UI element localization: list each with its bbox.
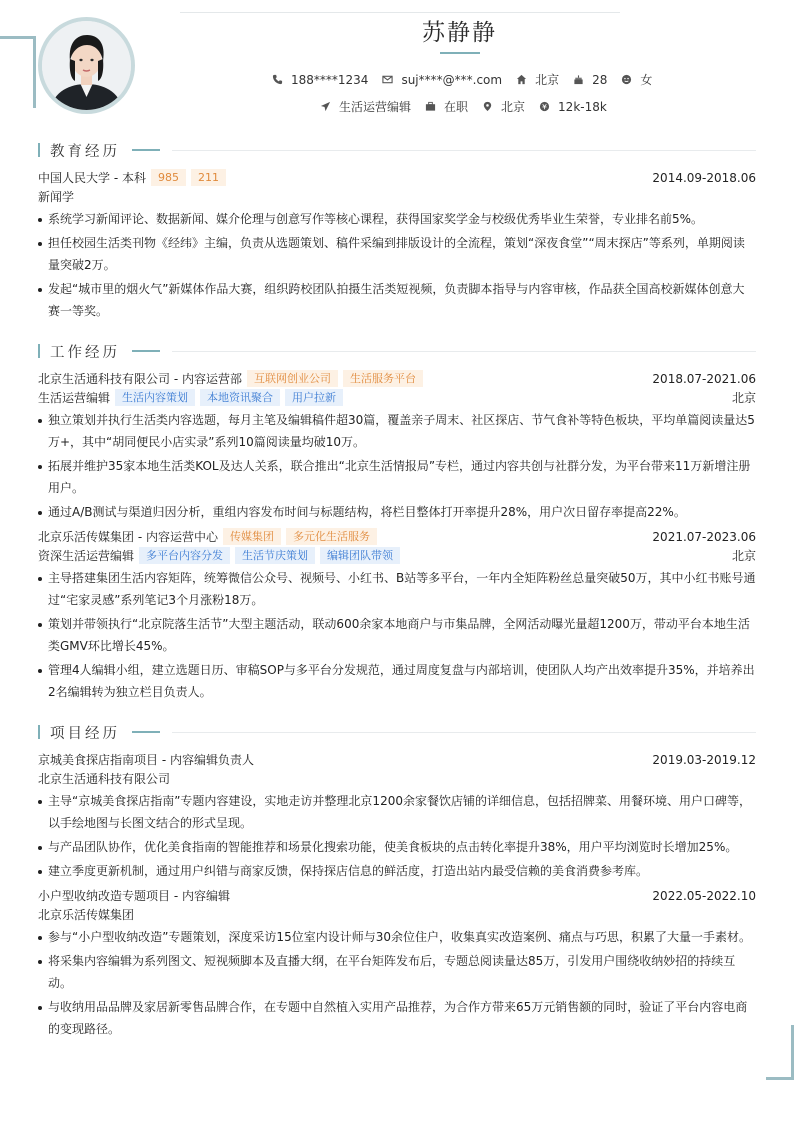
section-projects-header (38, 723, 756, 741)
role-tag: 编辑团队带领 (320, 547, 400, 564)
project-bullets (38, 790, 756, 882)
list-item: 策划并带领执行“北京院落生活节”大型主题活动，联动600余家本地商户与市集品牌，全网活动曝光量超1200万，带动平台本地生活类GMV环比增长45%。 (38, 613, 756, 657)
company-name: 北京乐活传媒集团 - 内容运营中心 (38, 530, 218, 544)
role-tag: 生活节庆策划 (235, 547, 315, 564)
work-bullets (38, 567, 756, 703)
gender-icon (621, 74, 632, 85)
salary-text: 12k-18k (558, 99, 607, 114)
work-bullets (38, 409, 756, 523)
target-city-text: 北京 (501, 100, 526, 114)
section-title: 教育经历 (50, 143, 120, 160)
job-role: 生活运营编辑 (38, 391, 111, 405)
list-item: 发起“城市里的烟火气”新媒体作品大赛，组织跨校团队拍摄生活类短视频，负责脚本指导与内容审核，作品获全国高校新媒体创意大赛一等奖。 (38, 278, 756, 322)
project-date: 2022.05-2022.10 (652, 888, 756, 903)
list-item: 与收纳用品品牌及家居新零售品牌合作，在专题中自然植入实用产品推荐，为合作方带来65万元销售额的同时，验证了平台内容电商的变现路径。 (38, 996, 756, 1040)
section-line (172, 351, 756, 352)
job-intention-row (320, 98, 621, 115)
list-item: 通过A/B测试与渠道归因分析，重组内容发布时间与标题结构，将栏目整体打开率提升28%，用户次日留存率提高22%。 (38, 501, 756, 523)
position-text: 生活运营编辑 (339, 100, 412, 114)
company-tag: 多元化生活服务 (286, 528, 377, 545)
section-title: 工作经历 (50, 344, 120, 361)
list-item: 拓展并维护35家本地生活类KOL及达人关系，联合推出“北京生活情报局”专栏，通过内容共创与社群分发，为平台带来11万新增注册用户。 (38, 455, 756, 499)
education-bullets (38, 208, 756, 322)
company-tag: 传媒集团 (223, 528, 281, 545)
project-entry (38, 750, 756, 884)
education-date: 2014.09-2018.06 (652, 170, 756, 185)
role-tag: 生活内容策划 (115, 389, 195, 406)
home-icon (516, 74, 527, 85)
project-name: 京城美食探店指南项目 - 内容编辑负责人 (38, 753, 254, 767)
section-education-header (38, 141, 756, 159)
list-item: 独立策划并执行生活类内容选题，每月主笔及编辑稿件超30篇，覆盖亲子周末、社区探店、节气食补等特色板块，平均单篇阅读量达5万+，其中“胡同便民小店实录”系列10篇阅读量均破10万。 (38, 409, 756, 453)
list-item: 参与“小户型收纳改造”专题策划，深度采访15位室内设计师与30余位住户，收集真实改造案例、痛点与巧思，积累了大量一手素材。 (38, 926, 756, 948)
list-item: 担任校园生活类刊物《经纬》主编，负责从选题策划、稿件采编到排版设计的全流程，策划“深夜食堂”“周末探店”等系列，单期阅读量突破2万。 (38, 232, 756, 276)
section-title: 项目经历 (50, 725, 120, 742)
age-text: 28 (592, 72, 608, 87)
work-location: 北京 (731, 391, 756, 405)
list-item: 主导“京城美食探店指南”专题内容建设，实地走访并整理北京1200余家餐饮店铺的详细信息，包括招牌菜、用餐环境、用户口碑等，以手绘地图与长图文结合的形式呈现。 (38, 790, 756, 834)
section-line (172, 150, 756, 151)
email-icon (382, 74, 393, 85)
city-text: 北京 (535, 73, 560, 87)
position-item (320, 98, 411, 115)
top-divider (180, 12, 620, 13)
contact-row (272, 71, 666, 88)
company-name: 北京生活通科技有限公司 - 内容运营部 (38, 372, 242, 386)
briefcase-icon (425, 101, 436, 112)
company-tag: 生活服务平台 (343, 370, 423, 387)
role-tag: 用户拉新 (285, 389, 343, 406)
list-item: 系统学习新闻评论、数据新闻、媒介伦理与创意写作等核心课程，获得国家奖学金与校级优秀毕业生荣誉，专业排名前5%。 (38, 208, 756, 230)
company-tag: 互联网创业公司 (247, 370, 338, 387)
work-location: 北京 (731, 549, 756, 563)
phone-text: 188****1234 (291, 72, 369, 87)
role-tag: 多平台内容分发 (139, 547, 230, 564)
role-tag: 本地资讯聚合 (200, 389, 280, 406)
work-date: 2021.07-2023.06 (652, 529, 756, 544)
status-item (425, 98, 468, 115)
project-name: 小户型收纳改造专题项目 - 内容编辑 (38, 889, 230, 903)
section-marker (38, 143, 40, 157)
major: 新闻学 (38, 190, 75, 204)
education-entry (38, 168, 756, 324)
target-city-item (482, 98, 525, 115)
phone-item (272, 73, 368, 87)
project-org: 北京生活通科技有限公司 (38, 772, 171, 786)
section-marker (38, 725, 40, 739)
location-icon (482, 101, 493, 112)
section-marker (38, 344, 40, 358)
list-item: 将采集内容编辑为系列图文、短视频脚本及直播大纲，在平台矩阵发布后，专题总阅读量达85万，引发用户围绕收纳妙招的持续互动。 (38, 950, 756, 994)
gender-text: 女 (640, 73, 653, 87)
age-item (573, 73, 607, 87)
name-underline (440, 52, 480, 54)
school-tag: 985 (151, 169, 186, 186)
section-dash (132, 149, 160, 151)
salary-item (539, 100, 607, 114)
project-org: 北京乐活传媒集团 (38, 908, 135, 922)
salary-icon (539, 101, 550, 112)
send-icon (320, 101, 331, 112)
cake-icon (573, 74, 584, 85)
work-date: 2018.07-2021.06 (652, 371, 756, 386)
list-item: 与产品团队协作，优化美食指南的智能推荐和场景化搜索功能，使美食板块的点击转化率提升38%，用户平均浏览时长增加25%。 (38, 836, 756, 858)
corner-decoration-bottom-right (766, 1025, 794, 1080)
section-work-header (38, 342, 756, 360)
project-date: 2019.03-2019.12 (652, 752, 756, 767)
school-name: 中国人民大学 - 本科 (38, 171, 146, 185)
work-entry (38, 527, 756, 705)
status-text: 在职 (444, 100, 469, 114)
gender-item (621, 71, 652, 88)
work-entry (38, 369, 756, 525)
email-item (382, 73, 502, 87)
list-item: 管理4人编辑小组，建立选题日历、审稿SOP与多平台分发规范，通过周度复盘与内部培训，使团队人均产出效率提升35%，并培养出2名编辑转为独立栏目负责人。 (38, 659, 756, 703)
email-text: suj****@***.com (401, 72, 503, 87)
school-tag: 211 (191, 169, 226, 186)
section-dash (132, 350, 160, 352)
job-role: 资深生活运营编辑 (38, 549, 135, 563)
phone-icon (272, 74, 283, 85)
project-bullets (38, 926, 756, 1040)
candidate-name: 苏静静 (422, 20, 497, 46)
list-item: 主导搭建集团生活内容矩阵，统筹微信公众号、视频号、小红书、B站等多平台，一年内全矩阵粉丝总量突破50万，其中小红书账号通过“宅家灵感”系列笔记3个月涨粉18万。 (38, 567, 756, 611)
list-item: 建立季度更新机制，通过用户纠错与商家反馈，保持探店信息的鲜活度，打造出站内最受信赖的美食消费参考库。 (38, 860, 756, 882)
section-line (172, 732, 756, 733)
section-dash (132, 731, 160, 733)
project-entry (38, 886, 756, 1042)
city-item (516, 71, 559, 88)
